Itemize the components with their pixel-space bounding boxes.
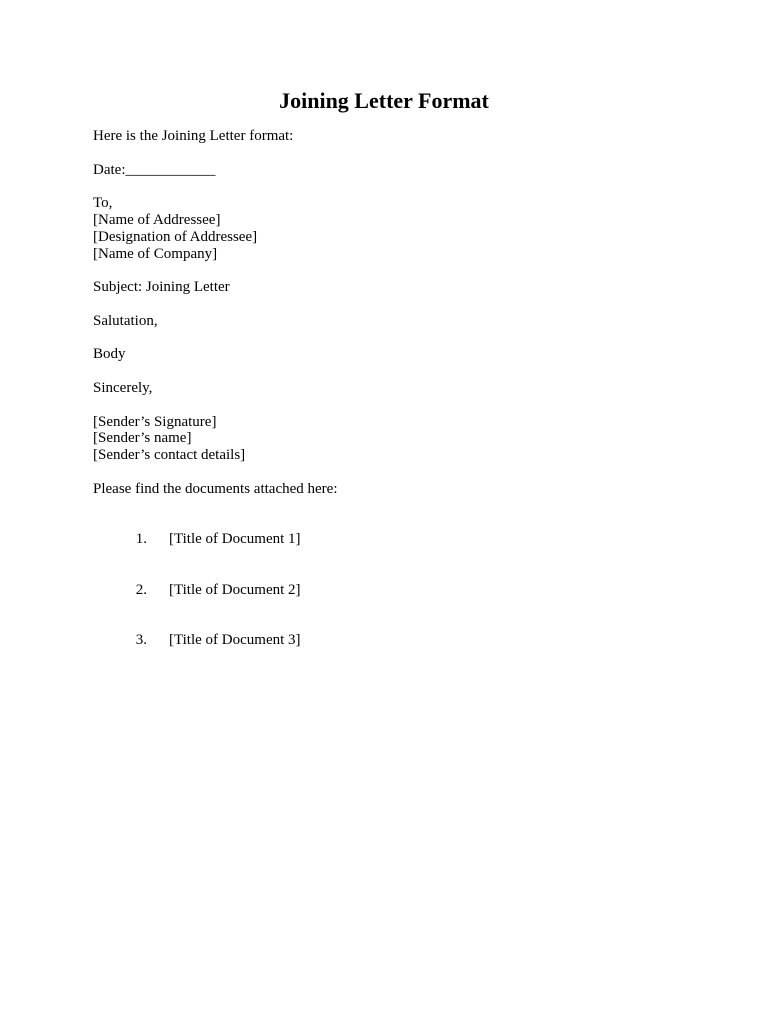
sender-name: [Sender’s name] xyxy=(93,430,192,447)
intro-block xyxy=(93,128,713,145)
letter-body xyxy=(93,128,713,666)
list-item xyxy=(93,565,713,615)
to-line: To, xyxy=(93,195,113,212)
body-block xyxy=(93,346,713,363)
date-block xyxy=(93,162,713,179)
attachments-intro: Please find the documents attached here: xyxy=(93,480,338,497)
salutation-block xyxy=(93,313,713,330)
list-item-number: 3. xyxy=(135,631,147,648)
date-line: Date:____________ xyxy=(93,161,216,178)
closing-line: Sincerely, xyxy=(93,379,153,396)
sender-contact: [Sender’s contact details] xyxy=(93,447,246,464)
list-item-number: 2. xyxy=(135,581,147,598)
list-item xyxy=(93,615,713,665)
addressee-name: [Name of Addressee] xyxy=(93,211,221,228)
document-list xyxy=(93,514,713,665)
sender-block xyxy=(93,414,713,464)
list-item-title: [Title of Document 1] xyxy=(169,531,301,548)
list-item-title: [Title of Document 3] xyxy=(169,631,301,648)
attachments-intro-block xyxy=(93,481,713,498)
document-title: Joining Letter Format xyxy=(279,88,489,113)
sender-signature: [Sender’s Signature] xyxy=(93,413,217,430)
list-item-title: [Title of Document 2] xyxy=(169,581,301,598)
body-line: Body xyxy=(93,346,126,363)
salutation-line: Salutation, xyxy=(93,312,158,329)
intro-text: Here is the Joining Letter format: xyxy=(93,128,294,144)
addressee-designation: [Designation of Addressee] xyxy=(93,228,258,245)
closing-block xyxy=(93,380,713,397)
subject-line: Subject: Joining Letter xyxy=(93,279,230,296)
addressee-company: [Name of Company] xyxy=(93,245,218,262)
addressee-block xyxy=(93,195,713,262)
list-item xyxy=(93,514,713,564)
list-item-number: 1. xyxy=(135,531,147,548)
subject-block xyxy=(93,279,713,296)
